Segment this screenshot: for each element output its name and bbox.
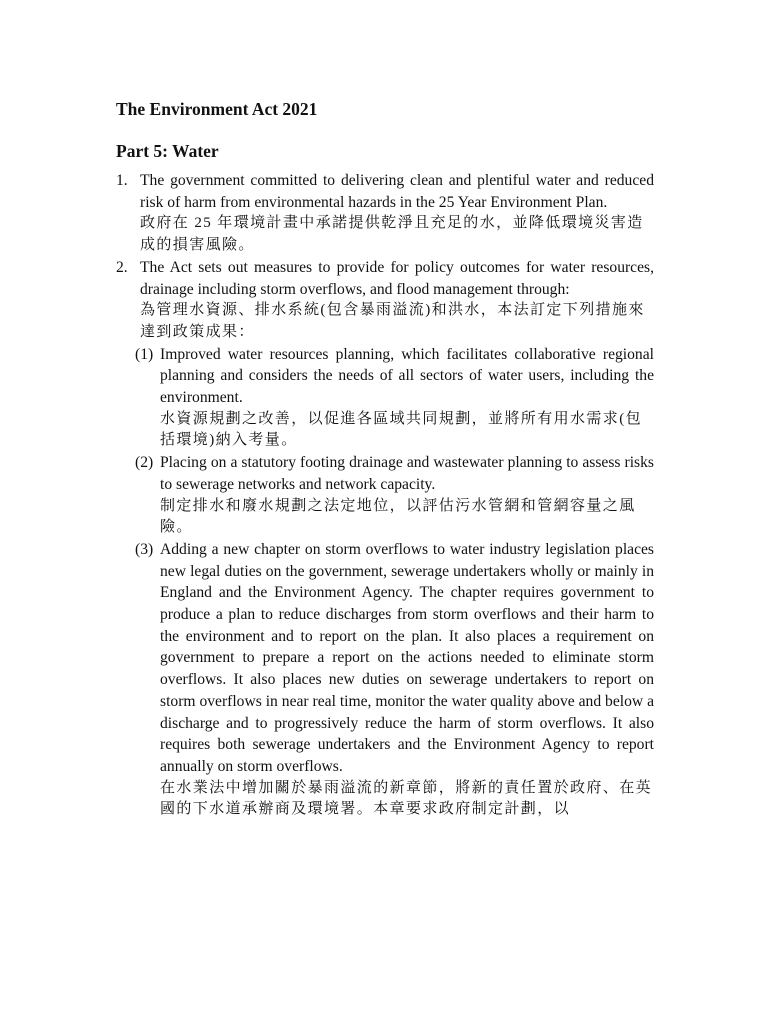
item-english-text: The government committed to delivering clean and plentiful water and reduced risk of harm from environmental hazards in the 25 Year Environment Plan. — [140, 172, 654, 211]
sub-item-chinese-text: 水資源規劃之改善，以促進各區域共同規劃，並將所有用水需求(包括環境)納入考量。 — [160, 410, 642, 449]
item-number: 1. — [116, 172, 128, 189]
sub-item-2 — [116, 452, 654, 539]
item-number: 2. — [116, 258, 128, 276]
sub-item-chinese-text: 在水業法中增加關於暴雨溢流的新章節，將新的責任置於政府、在英國的下水道承辦商及環境署。本章要求政府制定計劃，以 — [160, 779, 653, 818]
sub-item-english-text: Improved water resources planning, which facilitates collaborative regional planning and considers the needs of all sectors of water users, including the environment. — [160, 345, 654, 407]
sub-item-english-text: Placing on a statutory footing drainage and wastewater planning to assess risks to sewerage networks and network capacity. — [160, 454, 654, 493]
sub-item-number: (3) — [135, 540, 154, 558]
sub-item-1 — [116, 344, 654, 453]
section-heading: Part 5: Water — [116, 141, 219, 161]
document-page — [116, 96, 654, 821]
item-english-text: The Act sets out measures to provide for policy outcomes for water resources, drainage including storm overflows, and flood management through: — [140, 258, 654, 298]
sub-item-chinese-text: 制定排水和廢水規劃之法定地位，以評估污水管網和管網容量之風險。 — [160, 497, 636, 536]
document-title: The Environment Act 2021 — [116, 99, 318, 119]
list-item-2 — [116, 257, 654, 344]
sub-item-3 — [116, 539, 654, 821]
item-chinese-text: 為管理水資源、排水系統(包含暴雨溢流)和洪水，本法訂定下列措施來達到政策成果： — [140, 302, 645, 340]
sub-item-number: (2) — [135, 454, 154, 472]
sub-item-number: (1) — [135, 345, 154, 363]
sub-item-english-text: Adding a new chapter on storm overflows to water industry legislation places new legal duties on the government, sewerage undertakers wholly or mainly in England and the Environment Agency. The chapter requires government to produce a plan to reduce discharges from storm overflows and their harm to the environment and to report on the plan. It also places a requirement on government to prepare a report on the actions needed to eliminate storm overflows. It also places new duties on sewerage undertakers to report on storm overflows in near real time, monitor the water quality above and below a discharge and to progressively reduce the harm of storm overflows. It also requires both sewerage undertakers and the Environment Agency to report annually on storm overflows. — [160, 540, 654, 775]
item-chinese-text: 政府在 25 年環境計畫中承諾提供乾淨且充足的水，並降低環境災害造成的損害風險。 — [140, 215, 644, 254]
list-item-1 — [116, 170, 654, 257]
